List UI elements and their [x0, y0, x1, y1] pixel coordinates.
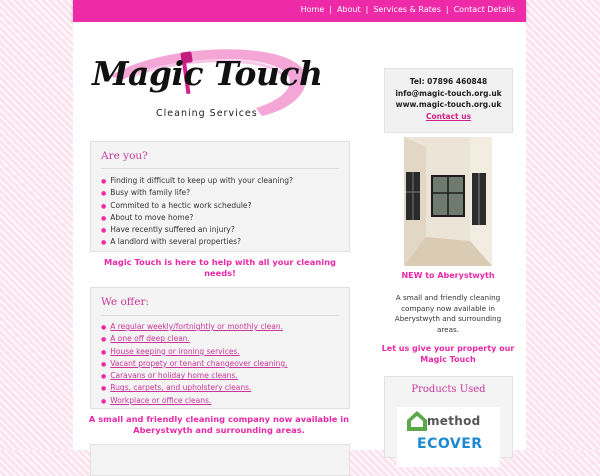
nav-about-link[interactable]: About	[336, 5, 361, 14]
room-photo	[404, 137, 492, 266]
bullet-icon: ●	[101, 385, 107, 393]
we-offer-heading: We offer:	[101, 296, 150, 308]
help-text: Magic Touch is here to help with all your cleaning needs!	[104, 257, 336, 278]
list-item	[101, 224, 293, 236]
list-item	[101, 395, 288, 407]
nav-services-link[interactable]: Services & Rates	[373, 5, 441, 14]
list-item	[101, 382, 288, 394]
nav-separator: |	[445, 5, 449, 14]
contact-email: info@magic-touch.org.uk	[395, 88, 502, 98]
lower-box	[90, 444, 350, 476]
logo-subtitle: Cleaning Services	[156, 108, 258, 119]
house-icon	[406, 410, 428, 432]
are-you-list	[101, 175, 293, 249]
list-item-text: A landlord with several properties?	[110, 237, 241, 247]
contact-us-link[interactable]: Contact us	[425, 111, 472, 121]
top-nav-bar	[73, 0, 526, 22]
bullet-icon: ●	[101, 348, 107, 356]
list-item-text: About to move home?	[110, 212, 194, 222]
bullet-icon: ●	[101, 178, 107, 185]
list-item	[101, 212, 293, 224]
nav-links	[301, 5, 515, 14]
list-item	[101, 187, 293, 199]
sidebar-cta: Let us give your property our Magic Touch	[381, 344, 515, 364]
list-item	[101, 175, 293, 187]
service-link[interactable]: A one off deep clean.	[110, 334, 190, 344]
bullet-icon: ●	[101, 336, 107, 344]
we-offer-list	[101, 321, 288, 407]
site-logo[interactable]	[92, 46, 323, 126]
are-you-box	[90, 141, 350, 252]
bullet-icon: ●	[101, 324, 107, 331]
list-item-text: Commited to a hectic work schedule?	[110, 200, 252, 210]
service-link[interactable]: Vacant propety or tenant changeover cleaning.	[110, 358, 288, 368]
divider	[101, 168, 339, 169]
ecover-logo: ECOVER	[417, 436, 483, 452]
sidebar-description: A small and friendly cleaning company now available in Aberystwyth and surrounding areas.	[394, 293, 502, 334]
list-item	[101, 321, 288, 333]
small-friendly-text: A small and friendly cleaning company now available in Aberystwyth and surrounding areas.	[88, 414, 350, 435]
bullet-icon: ●	[101, 397, 107, 405]
nav-contact-link[interactable]: Contact Details	[453, 5, 515, 14]
products-box	[384, 376, 513, 458]
list-item	[101, 236, 293, 248]
list-item-text: Finding it difficult to keep up with your cleaning?	[110, 176, 293, 185]
are-you-heading: Are you?	[101, 150, 148, 162]
service-link[interactable]: Caravans or holiday home cleans.	[110, 371, 238, 381]
bullet-icon: ●	[101, 360, 107, 368]
list-item-text: Busy with family life?	[110, 188, 191, 198]
product-logos	[397, 407, 500, 467]
page-container	[73, 22, 526, 450]
new-to-heading: NEW to Aberystwyth	[401, 271, 495, 280]
nav-separator: |	[329, 5, 332, 14]
method-logo: method	[427, 414, 481, 428]
contact-box	[384, 68, 513, 133]
room-illustration	[404, 137, 492, 266]
bullet-icon: ●	[101, 373, 107, 381]
logo-title: Magic Touch	[92, 54, 323, 93]
bullet-icon: ●	[101, 190, 107, 198]
divider	[101, 315, 339, 316]
service-link[interactable]: House keeping or ironing services.	[110, 346, 240, 356]
list-item	[101, 358, 288, 370]
we-offer-box	[90, 287, 350, 409]
bullet-icon: ●	[101, 227, 107, 235]
list-item	[101, 346, 288, 358]
contact-tel: Tel: 07896 460848	[409, 77, 488, 86]
list-item	[101, 200, 293, 212]
nav-home-link[interactable]: Home	[300, 5, 325, 14]
list-item	[101, 370, 288, 382]
bullet-icon: ●	[101, 202, 107, 210]
list-item	[101, 333, 288, 345]
nav-separator: |	[365, 5, 369, 14]
service-link[interactable]: Workplace or office cleans.	[110, 395, 212, 405]
bullet-icon: ●	[101, 214, 107, 222]
list-item-text: Have recently suffered an injury?	[110, 225, 235, 235]
products-heading: Products Used	[411, 384, 486, 395]
service-link[interactable]: A regular weekly/fortnightly or monthly clean.	[110, 322, 284, 331]
bullet-icon: ●	[101, 239, 107, 247]
service-link[interactable]: Rugs, carpets, and upholstery cleans.	[110, 383, 252, 393]
contact-web: www.magic-touch.org.uk	[395, 100, 502, 109]
